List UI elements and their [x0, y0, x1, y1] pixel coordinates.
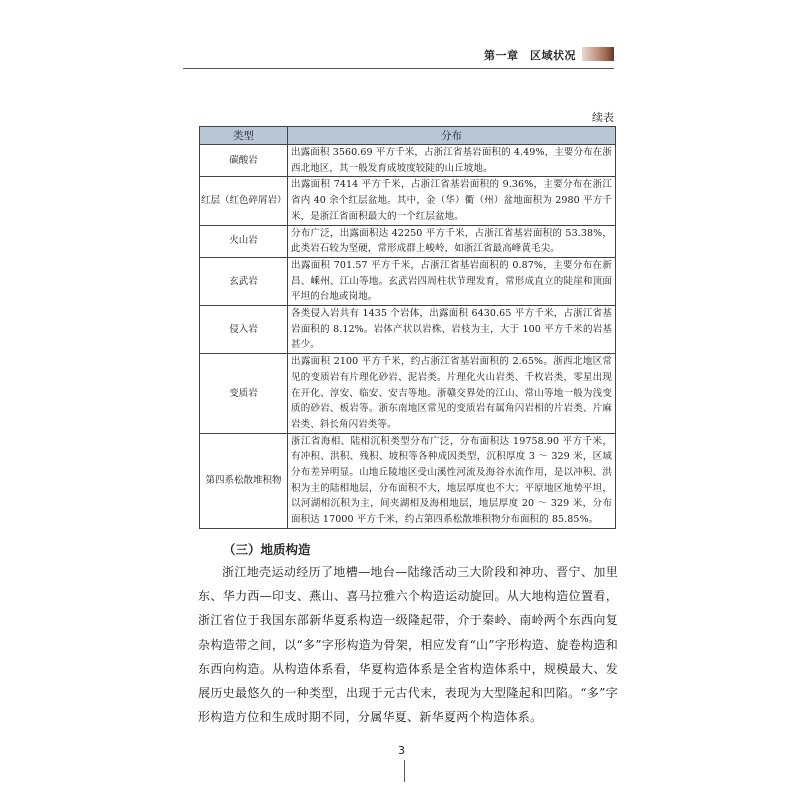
running-header — [183, 40, 614, 69]
distribution-cell: 出露面积 2100 平方千米，约占浙江省基岩面积的 2.65%。浙西北地区常见的变质岩有片理化砂岩、泥岩类。片理化火山岩类、千枚岩类，零星出现在开化、淳安、临安、安吉等地。浙赣交界处的江山、常山等地一般为浅变质的砂岩、板岩等。浙东南地区常见的变质岩有属角闪岩相的片岩类、片麻岩类、斜长角闪岩类等。 — [288, 354, 616, 434]
rock-type-cell: 第四系松散堆积物 — [200, 433, 288, 528]
table-row — [200, 257, 616, 305]
distribution-cell: 出露面积 701.57 平方千米，占浙江省基岩面积的 0.87%，主要分布在新昌、嵊州、江山等地。玄武岩四周柱状节理发育，常形成直立的陡崖和顶面平坦的台地或岗地。 — [288, 257, 616, 305]
page-number-rule — [404, 760, 405, 782]
rock-type-cell: 红层（红色碎屑岩） — [200, 177, 288, 225]
rock-type-table — [199, 126, 616, 529]
table-row — [200, 145, 616, 177]
chapter-title: 第一章 区域状况 — [484, 49, 576, 62]
table-row — [200, 225, 616, 257]
distribution-cell: 出露面积 3560.69 平方千米，占浙江省基岩面积的 4.49%，主要分布在浙西北地区，其一般发育成坡度较陡的山丘坡地。 — [288, 145, 616, 177]
rock-type-cell: 侵入岩 — [200, 306, 288, 354]
distribution-cell: 分布广泛，出露面积达 42250 平方千米，占浙江省基岩面积的 53.38%，此类岩石较为坚硬，常形成群上峻岭，如浙江省最高峰黄毛尖。 — [288, 225, 616, 257]
distribution-cell: 出露面积 7414 平方千米，占浙江省基岩面积的 9.36%，主要分布在浙江省内 40 余个红层盆地。其中，金（华）衢（州）盆地面积为 2980 平方千米，是浙江省面积最大的一个红层盆地。 — [288, 177, 616, 225]
rock-type-cell: 碳酸岩 — [200, 145, 288, 177]
rock-type-cell: 玄武岩 — [200, 257, 288, 305]
column-header-distribution: 分布 — [288, 127, 616, 145]
table-row — [200, 306, 616, 354]
rock-type-cell: 变质岩 — [200, 354, 288, 434]
distribution-cell: 浙江省海相、陆相沉积类型分布广泛，分布面积达 19758.90 平方千米，有冲积、洪积、残积、坡积等各种成因类型，沉积厚度 3 ～ 329 米，区域分布差异明显。山地丘陵地区受山溪性河流及海谷水流作用，是以冲积、洪积为主的陆相地层，分布面积不大，地层厚度也不大；平原地区地势平坦，以河湖相沉积为主，间夹湖相及海相地层，地层厚度 20 ～ 329 米，分布面积达 17000 平方千米，约占第四系松散堆积物分布面积的 85.85%。 — [288, 433, 616, 528]
section-paragraph: 浙江地壳运动经历了地槽—地台—陆缘活动三大阶段和神功、晋宁、加里东、华力西—印支、燕山、喜马拉雅六个构造运动旋回。从大地构造位置看，浙江省位于我国东部新华夏系构造一级隆起带，介于秦岭、南岭两个东西向复杂构造带之间，以“多”字形构造为骨架，相应发育“山”字形构造、旋卷构造和东西向构造。从构造体系看，华夏构造体系是全省构造体系中，规模最大、发展历史最悠久的一种类型，出现于元古代末，表现为大型隆起和凹陷。“多”字形构造方位和生成时期不同，分属华夏、新华夏两个构造体系。 — [198, 565, 618, 725]
page-number: 3 — [398, 744, 405, 757]
table-header-row — [200, 127, 616, 145]
distribution-cell: 各类侵入岩共有 1435 个岩体，出露面积 6430.65 平方千米，占浙江省基岩面积的 8.12%。岩体产状以岩株、岩枝为主，大于 100 平方千米的岩基甚少。 — [288, 306, 616, 354]
table-row — [200, 433, 616, 528]
header-decoration — [582, 47, 614, 61]
table-row — [200, 354, 616, 434]
column-header-type: 类型 — [200, 127, 288, 145]
table-row — [200, 177, 616, 225]
rock-type-cell: 火山岩 — [200, 225, 288, 257]
table-continued-label: 续表 — [592, 111, 614, 124]
section-heading: （三）地质构造 — [223, 542, 311, 557]
